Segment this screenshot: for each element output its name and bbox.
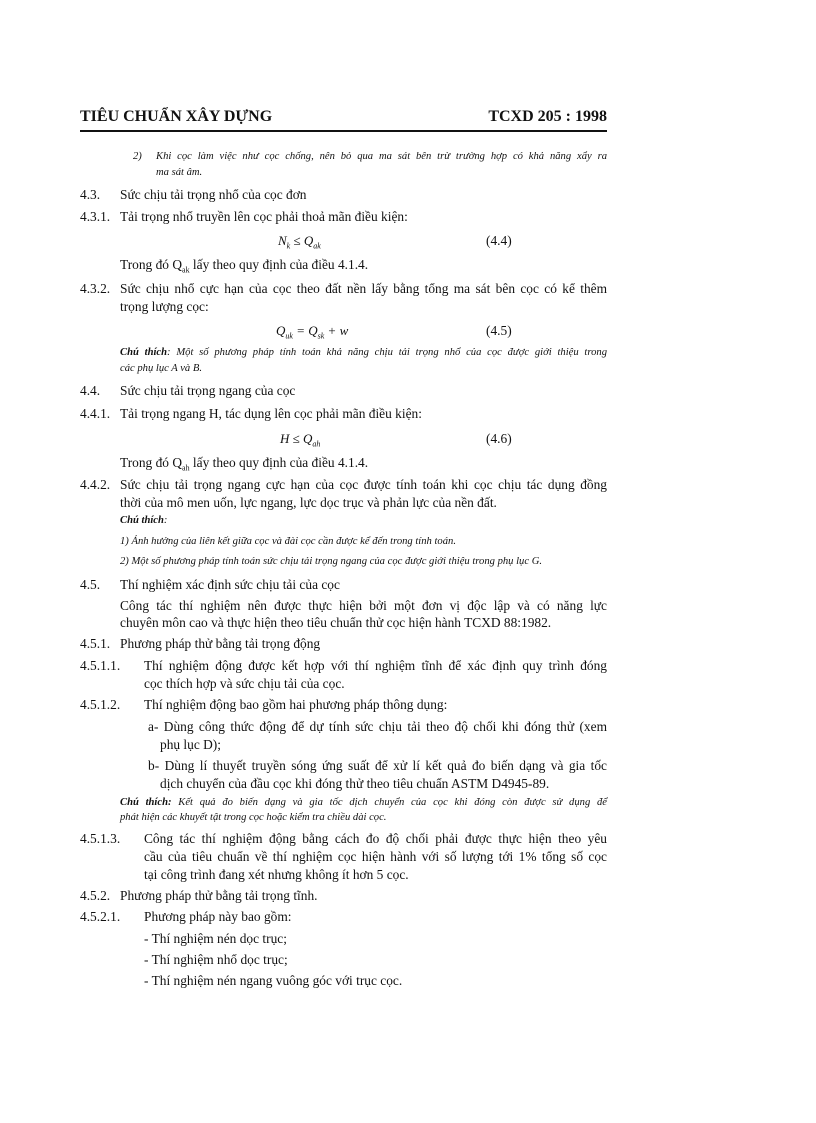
page-header	[80, 108, 607, 132]
header-standard-title: TIÊU CHUẨN XÂY DỰNG	[80, 108, 273, 125]
header-standard-code: TCXD 205 : 1998	[488, 108, 607, 125]
equation-label: (4.6)	[486, 431, 512, 446]
equation-label: (4.5)	[486, 323, 512, 338]
equation-label: (4.4)	[486, 233, 512, 248]
